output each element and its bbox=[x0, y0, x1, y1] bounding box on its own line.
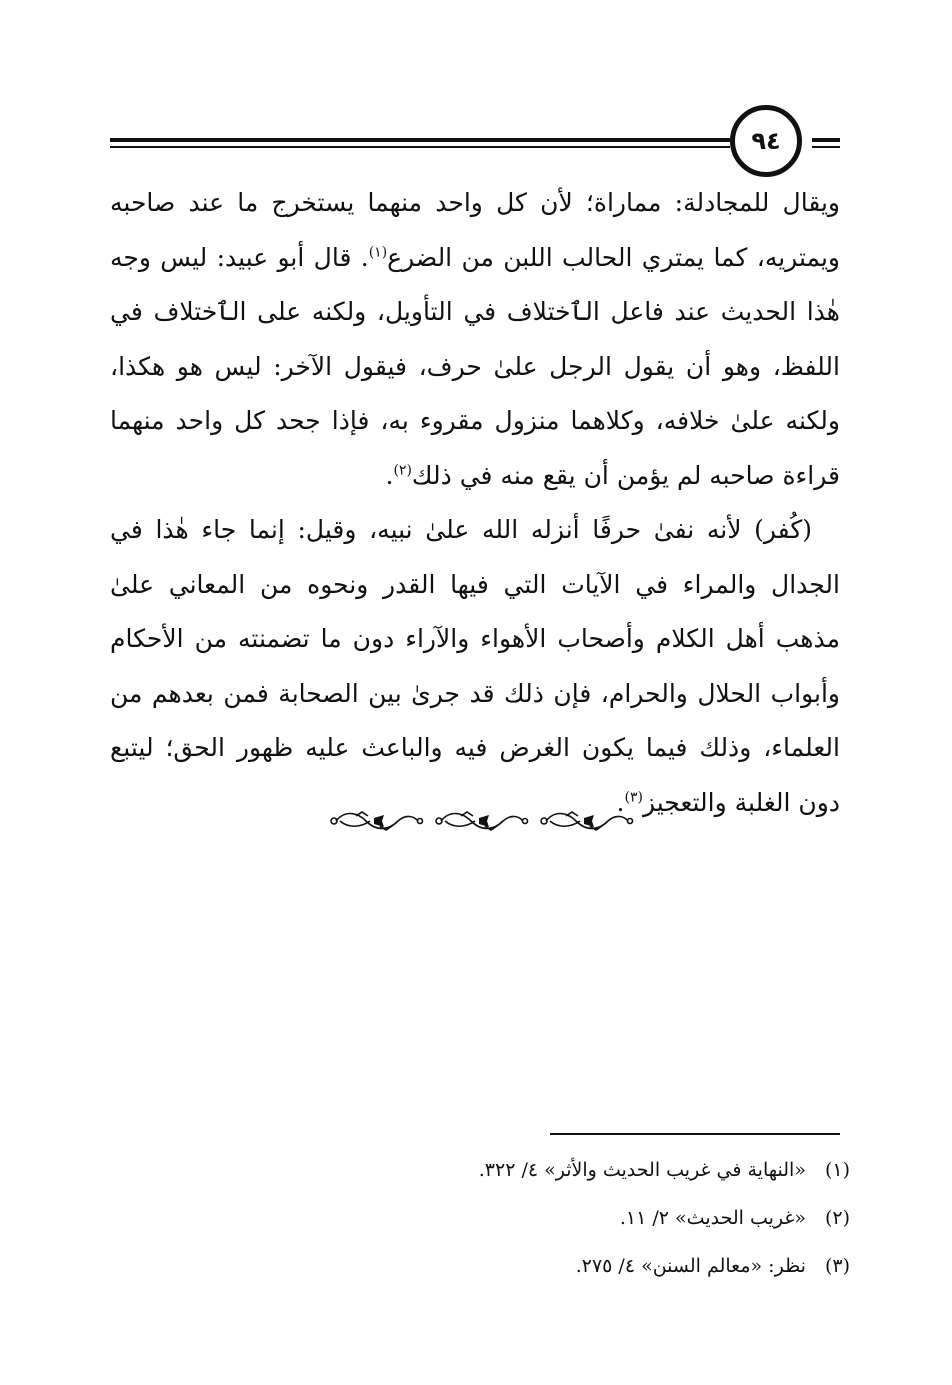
footnote-text: «النهاية في غريب الحديث والأثر» ٤/ ٣٢٢. bbox=[478, 1159, 806, 1181]
paragraph-1-text-b: . قال أبو عبيد: ليس وجه هٰذا الحديث عند فاعل الٱختلاف في التأويل، ولكنه على الٱختلاف في اللفظ، وهو أن يقول الرجل علىٰ حرف، فيقول الآخر: ليس هو هكذا، ولكنه علىٰ خلافه، وكلاهما منزول مقروء به، فإذا جحد كل واحد منهما قراءة صاحبه لم يؤمن أن يقع منه في ذلك bbox=[110, 242, 840, 490]
paragraph-2-text: (كُفر) لأنه نفىٰ حرفًا أنزله الله علىٰ نبيه، وقيل: إنما جاء هٰذا في الجدال والمراء في الآيات التي فيها القدر ونحوه من المعاني علىٰ مذهب أهل الكلام وأصحاب الأهواء والآراء دون ما تضمنته من الأحكام وأبواب الحلال والحرام، فإن ذلك قد جرىٰ بين الصحابة فمن بعدهم من العلماء، وذلك فيما يكون الغرض فيه والباعث عليه ظهور الحق؛ ليتبع دون الغلبة والتعجيز bbox=[110, 515, 840, 817]
footnotes bbox=[300, 1146, 850, 1290]
footnote-text: نظر: «معالم السنن» ٤/ ٢٧٥. bbox=[575, 1255, 806, 1277]
header-rule-right bbox=[812, 138, 840, 142]
paragraph-1-end: . bbox=[385, 460, 394, 490]
header-rule-thin bbox=[110, 146, 730, 148]
paragraph-1 bbox=[110, 176, 840, 503]
header-rule-right-thin bbox=[812, 146, 840, 148]
footnote-2 bbox=[300, 1194, 850, 1242]
paragraph-2-end: . bbox=[616, 787, 625, 817]
footnote-number: (٢) bbox=[824, 1207, 850, 1229]
page-number-badge bbox=[730, 105, 802, 177]
page-header bbox=[110, 100, 840, 180]
footnote-3 bbox=[300, 1242, 850, 1290]
footnote-text: «غريب الحديث» ٢/ ١١. bbox=[619, 1207, 806, 1229]
footnote-1 bbox=[300, 1146, 850, 1194]
ornament-divider-icon bbox=[326, 806, 636, 836]
footnote-separator bbox=[550, 1133, 840, 1135]
footnote-ref-2[interactable]: (٢) bbox=[393, 462, 412, 479]
header-rule-thick bbox=[110, 138, 730, 142]
footnote-ref-3[interactable]: (٣) bbox=[624, 789, 643, 806]
main-text bbox=[110, 176, 840, 830]
paragraph-1-text-a: ويقال للمجادلة: مماراة؛ لأن كل واحد منهما يستخرج ما عند صاحبه ويمتريه، كما يمتري الحالب اللبن من الضرع bbox=[110, 188, 841, 272]
footnote-ref-1[interactable]: (١) bbox=[368, 244, 388, 261]
footnote-number: (١) bbox=[824, 1159, 850, 1181]
paragraph-2 bbox=[110, 503, 840, 830]
footnote-number: (٣) bbox=[824, 1255, 850, 1277]
page-number: ٩٤ bbox=[751, 127, 781, 155]
